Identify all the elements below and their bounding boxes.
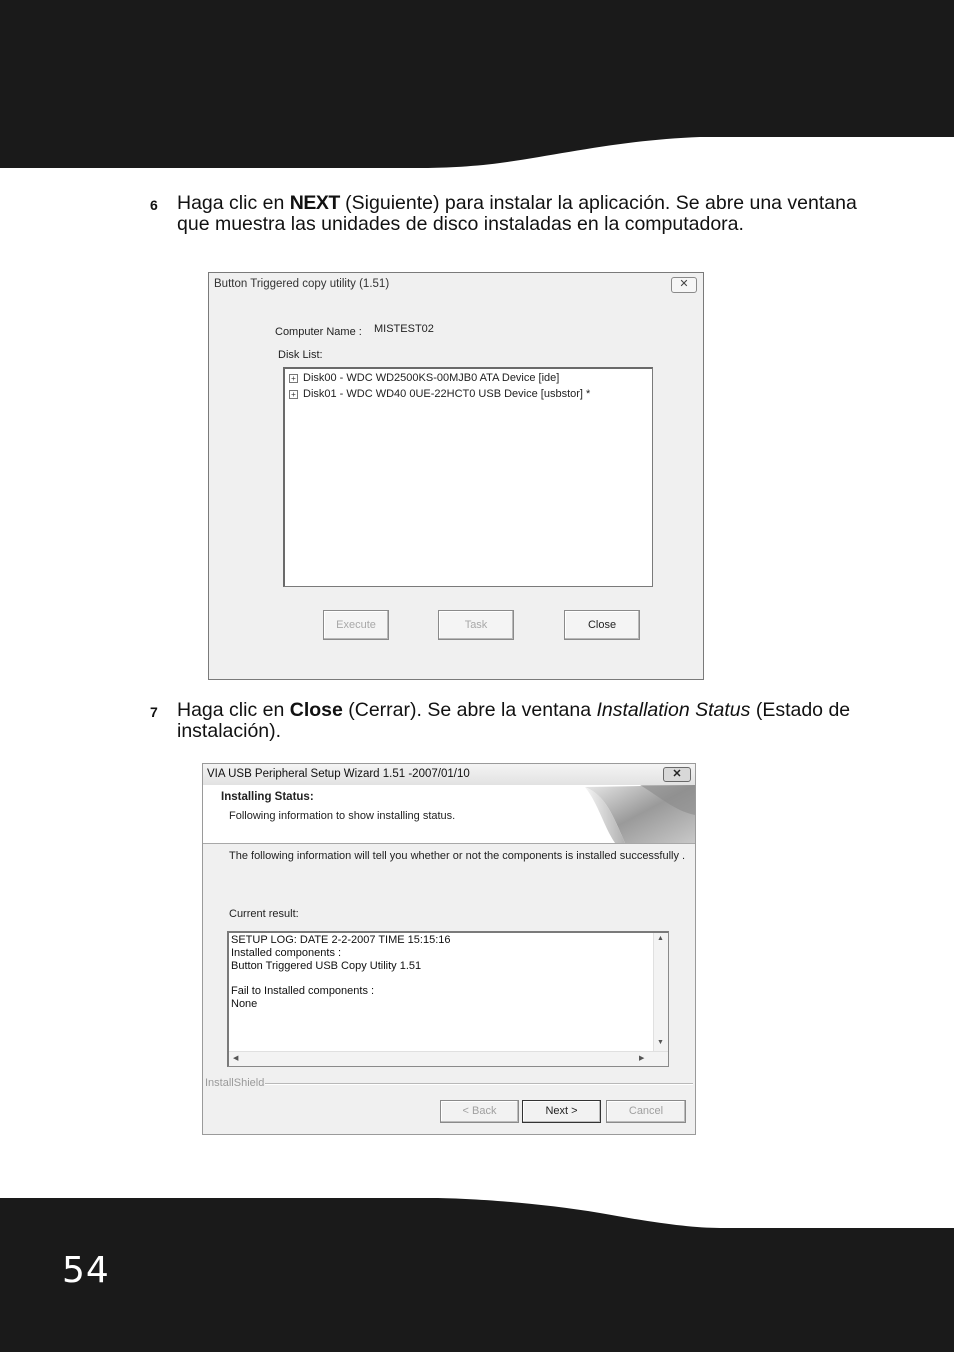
log-line: SETUP LOG: DATE 2-2-2007 TIME 15:15:16 <box>231 934 451 946</box>
horizontal-scrollbar[interactable] <box>229 1051 668 1066</box>
wizard-header <box>203 785 695 844</box>
page-number: 54 <box>62 1250 110 1291</box>
bottom-decorative-band <box>0 1195 954 1352</box>
close-icon[interactable]: ✕ <box>671 277 697 293</box>
computer-name-label: Computer Name : <box>275 326 362 338</box>
step-6 <box>150 193 870 235</box>
step-number: 7 <box>150 704 158 720</box>
disk-list-label: Disk List: <box>278 349 323 361</box>
copy-utility-window <box>208 272 704 680</box>
computer-name-value: MISTEST02 <box>374 323 434 335</box>
expand-plus-icon[interactable]: + <box>289 374 298 383</box>
close-icon[interactable]: ✕ <box>663 767 691 782</box>
step-text-post: (Siguiente) para instalar la aplicación. Se abre una ventana que muestra las unidades de disco instaladas en la computadora. <box>177 192 857 235</box>
header-title: Installing Status: <box>221 791 314 803</box>
task-button[interactable]: Task <box>438 610 514 640</box>
scroll-down-icon[interactable]: ▼ <box>657 1039 664 1046</box>
top-decorative-band <box>0 0 954 170</box>
step-text <box>177 193 870 235</box>
close-button[interactable]: Close <box>564 610 640 640</box>
execute-button[interactable]: Execute <box>323 610 389 640</box>
cancel-button[interactable]: Cancel <box>606 1100 686 1123</box>
window-title: Button Triggered copy utility (1.51) <box>214 278 390 290</box>
title-bar <box>203 764 695 786</box>
vertical-scrollbar[interactable] <box>653 933 668 1051</box>
scroll-up-icon[interactable]: ▲ <box>657 935 664 942</box>
step-text-post: (Estado de instalación). <box>177 699 851 742</box>
log-line: Installed components : <box>231 947 342 959</box>
disk-item-label: Disk01 - WDC WD40 0UE-22HCT0 USB Device [usbstor] * <box>303 388 591 400</box>
installshield-divider <box>265 1083 693 1085</box>
setup-wizard-window <box>202 763 696 1135</box>
setup-log-box[interactable] <box>227 931 669 1067</box>
back-button[interactable]: < Back <box>440 1100 519 1123</box>
installshield-label: InstallShield <box>205 1077 265 1089</box>
step-text-italic: Installation Status <box>596 699 751 721</box>
page-curl-graphic-icon <box>585 785 695 843</box>
expand-plus-icon[interactable]: + <box>289 390 298 399</box>
step-text-pre: Haga clic en <box>177 699 290 721</box>
info-text: The following information will tell you whether or not the components is installed successfully . <box>229 850 686 862</box>
scroll-right-icon[interactable]: ▶ <box>639 1055 645 1062</box>
log-line: None <box>231 998 258 1010</box>
current-result-label: Current result: <box>229 908 299 920</box>
disk-list[interactable] <box>283 367 653 587</box>
header-subtitle: Following information to show installing status. <box>229 810 456 822</box>
log-line: Fail to Installed components : <box>231 985 375 997</box>
scroll-left-icon[interactable]: ◀ <box>233 1055 239 1062</box>
step-text <box>177 700 870 742</box>
disk-item[interactable] <box>289 372 559 384</box>
window-title: VIA USB Peripheral Setup Wizard 1.51 -2007/01/10 <box>207 768 470 780</box>
disk-item-label: Disk00 - WDC WD2500KS-00MJB0 ATA Device [ide] <box>303 372 560 384</box>
log-line: Button Triggered USB Copy Utility 1.51 <box>231 960 422 972</box>
step-7 <box>150 700 870 742</box>
step-text-bold: NEXT <box>289 192 340 214</box>
disk-item[interactable] <box>289 388 590 400</box>
step-text-mid: (Cerrar). Se abre la ventana <box>342 699 597 721</box>
step-text-pre: Haga clic en <box>177 192 290 214</box>
next-button[interactable]: Next > <box>522 1100 601 1123</box>
step-number: 6 <box>150 197 158 213</box>
step-text-bold: Close <box>289 699 343 721</box>
